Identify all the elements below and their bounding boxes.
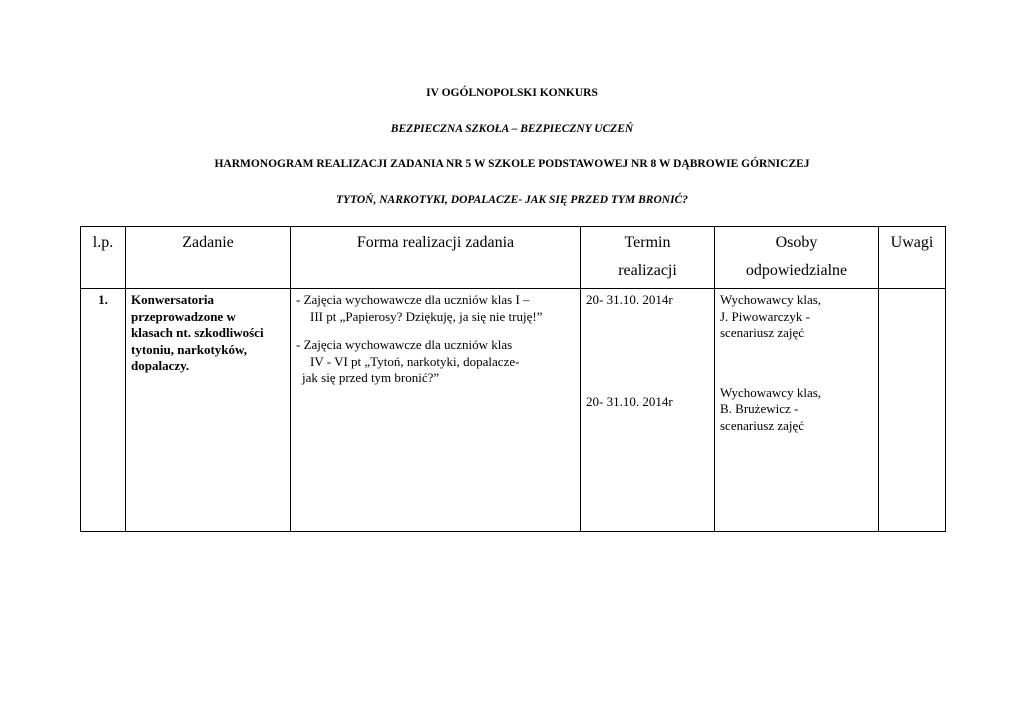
table-header-row	[81, 227, 946, 289]
cell-osoby	[715, 289, 879, 532]
cell-uwagi	[879, 289, 946, 532]
forma-line: IV - VI pt „Tytoń, narkotyki, dopalacze-	[310, 353, 520, 369]
cell-zadanie	[126, 289, 291, 532]
zadanie-line: tytoniu, narkotyków,	[131, 341, 247, 357]
osoby-line: J. Piwowarczyk -	[720, 308, 810, 324]
zadanie-line: Konwersatoria	[131, 292, 215, 307]
zadanie-line: dopalaczy.	[131, 358, 190, 373]
osoby-line: scenariusz zajęć	[720, 417, 805, 433]
osoby-line: scenariusz zajęć	[720, 325, 805, 340]
zadanie-line: przeprowadzone w	[131, 308, 236, 324]
column-header-termin-line2: realizacji	[618, 262, 677, 279]
osoby-line: Wychowawcy klas,	[720, 384, 822, 400]
termin-date-1: 20- 31.10. 2014r	[586, 292, 673, 307]
task-topic: TYTOŃ, NARKOTYKI, DOPALACZE- JAK SIĘ PRZED TYM BRONIĆ?	[336, 194, 688, 206]
osoby-group-1	[720, 292, 873, 342]
table-row	[81, 289, 946, 532]
contest-subtitle: BEZPIECZNA SZKOŁA – BEZPIECZNY UCZEŃ	[390, 123, 634, 135]
forma-item-2	[296, 337, 575, 387]
zadanie-line: klasach nt. szkodliwości	[131, 325, 264, 340]
forma-line: - Zajęcia wychowawcze dla uczniów klas I –	[296, 292, 530, 307]
forma-line: - Zajęcia wychowawcze dla uczniów klas	[296, 337, 513, 352]
contest-title: IV OGÓLNOPOLSKI KONKURS	[426, 87, 598, 99]
cell-termin	[581, 289, 715, 532]
column-header-osoby-line1: Osoby	[775, 234, 818, 251]
column-header-uwagi: Uwagi	[879, 227, 946, 289]
column-header-osoby-line2: odpowiedzialne	[745, 262, 848, 279]
termin-date-2: 20- 31.10. 2014r	[586, 393, 673, 409]
osoby-line: Wychowawcy klas,	[720, 292, 822, 307]
column-header-forma: Forma realizacji zadania	[291, 227, 581, 289]
forma-line: jak się przed tym bronić?”	[302, 370, 440, 385]
column-header-termin-line1: Termin	[624, 234, 671, 251]
forma-line: III pt „Papierosy? Dziękuję, ja się nie truję!”	[310, 308, 543, 324]
column-header-lp: l.p.	[81, 227, 126, 289]
osoby-line: B. Brużewicz -	[720, 401, 799, 416]
column-header-zadanie: Zadanie	[126, 227, 291, 289]
schedule-title: HARMONOGRAM REALIZACJI ZADANIA NR 5 W SZKOLE PODSTAWOWEJ NR 8 W DĄBROWIE GÓRNICZEJ	[214, 158, 810, 170]
schedule-table	[80, 226, 946, 532]
cell-forma	[291, 289, 581, 532]
column-header-osoby	[715, 227, 879, 289]
forma-item-1	[296, 292, 575, 325]
column-header-termin	[581, 227, 715, 289]
cell-lp: 1.	[81, 289, 126, 532]
osoby-group-2	[720, 385, 873, 435]
